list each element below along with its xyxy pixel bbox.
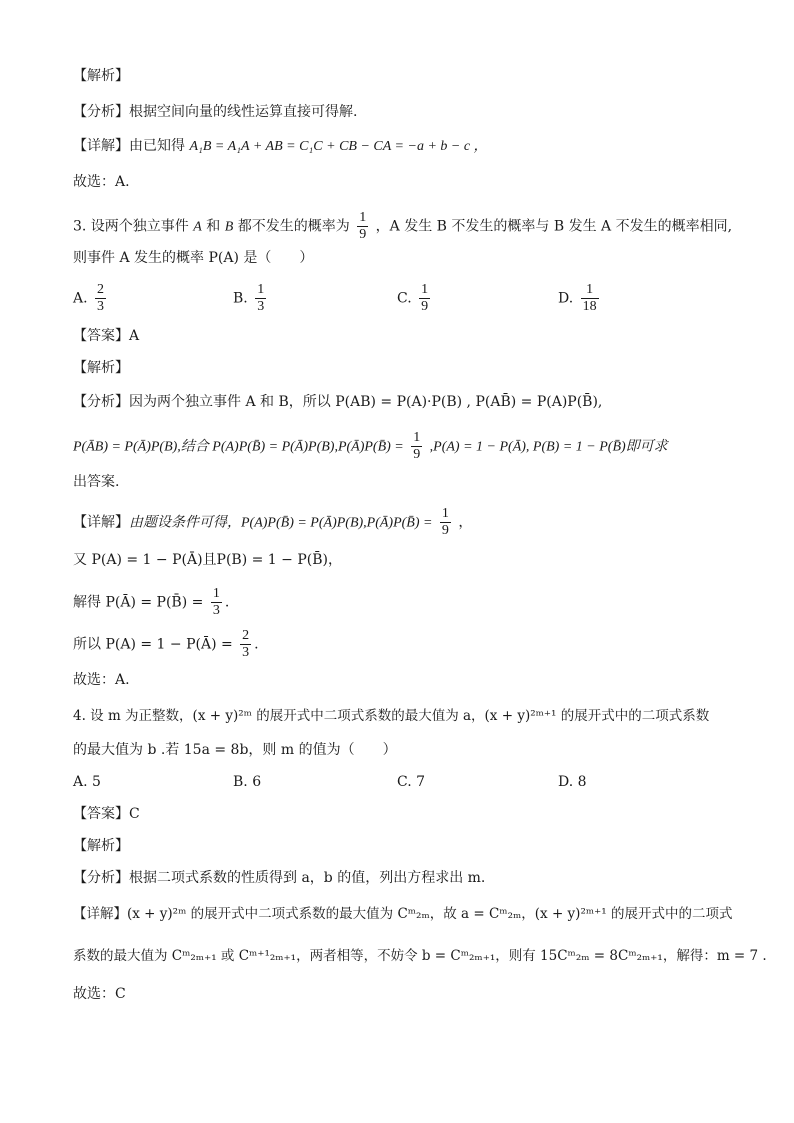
var-a: A [193,219,202,235]
xiangjie-formula: 所以 P(A) = 1 − P(Ā) = [73,636,233,653]
frac-den: 3 [242,645,250,660]
q3-xiangjie-line4: 所以 P(A) = 1 − P(Ā) = $\frac{2}{3}$ . [73,628,259,660]
q4-stem-line1: 4. 设 m 为正整数，(x + y)²ᵐ 的展开式中二项式系数的最大值为 a，(x + y)²ᵐ⁺¹ 的展开式中的二项式系数 [73,708,710,724]
q3-stem-part: 和 [206,218,221,235]
q3-stem-line1 [73,210,732,243]
q3-option-b [233,282,269,315]
fenxi-formula: P(ĀB) = P(Ā)P(B),结合 P(A)P(B̄) = P(Ā)P(B),P(Ā)P(B̄) = [73,439,404,455]
xiangjie-tag: 【详解】 [73,138,129,154]
q3-xiangjie-line1 [73,506,472,539]
frac-num: 1 [441,506,449,521]
q3-jiexi: 【解析】 [73,360,129,376]
option-fraction [419,282,430,315]
q3-option-c [397,282,433,315]
frac-num: 1 [581,282,599,299]
q4-option-b: B. 6 [233,774,262,790]
q3-answer: 【答案】A [73,328,140,344]
q3-guxuan: 故选：A. [73,672,130,688]
frac-den: 9 [421,299,429,314]
fraction-one-ninth [440,506,451,539]
frac-den: 9 [441,523,449,538]
q3-xiangjie-line2: 又 P(A) = 1 − P(Ā)且P(B) = 1 − P(B̄)， [73,552,342,568]
xiangjie-tag: 【详解】 [73,906,127,922]
q3-option-d [558,282,602,315]
q4-jiexi: 【解析】 [73,838,129,854]
frac-den: 3 [97,299,105,314]
xiangjie-line [73,136,488,157]
q3-fenxi-line2 [73,430,668,463]
q4-answer: 【答案】C [73,806,140,822]
fraction-two-thirds [240,628,251,661]
q4-stem-line2: 的最大值为 b .若 15a = 8b，则 m 的值为（ ） [73,742,397,758]
frac-den: 9 [359,227,367,242]
q4-option-c: C. 7 [397,774,426,790]
frac-num: 2 [242,628,250,643]
fenxi-text: 因为两个独立事件 A 和 B，所以 P(AB) = P(A)·P(B) , P(AB̄) = P(A)P(B̄), [129,394,603,410]
q3-stem-part: 3. 设两个独立事件 [73,218,189,235]
option-fraction [581,282,599,315]
fenxi-text: 根据二项式系数的性质得到 a，b 的值，列出方程求出 m. [129,870,486,886]
q3-stem-part: ，A 发生 B 不发生的概率与 B 发生 A 不发生的概率相同, [375,218,733,235]
option-fraction [255,282,266,315]
option-label: C. [397,290,412,307]
fraction-one-ninth [357,210,368,243]
q3-stem-line2: 则事件 A 发生的概率 P(A) 是（ ） [73,250,314,266]
q4-option-d: D. 8 [558,774,587,790]
xiangjie-formula: 由题设条件可得，P(A)P(B̄) = P(Ā)P(B),P(Ā)P(B̄) = [129,515,433,531]
fraction-one-third [211,586,222,619]
fenxi-formula: ,P(A) = 1 − P(Ā), P(B) = 1 − P(B̄)即可求 [429,439,668,455]
vector-formula: A₁B = A₁A + AB = C₁C + CB − CA = −a + b − c ， [189,139,488,154]
q4-xiangjie-line2: 系数的最大值为 Cᵐ₂ₘ₊₁ 或 Cᵐ⁺¹₂ₘ₊₁，两者相等，不妨令 b = Cᵐ₂ₘ₊₁，则有 15Cᵐ₂ₘ = 8Cᵐ₂ₘ₊₁，解得：m = 7 . [73,948,767,964]
frac-den: 18 [582,299,597,314]
fenxi-line [73,102,357,122]
q4-guxuan: 故选：C [73,986,126,1002]
q3-xiangjie-line3: 解得 P(Ā) = P(B̄) = $\frac{1}{3}$ . [73,586,230,618]
frac-num: 2 [97,282,105,297]
xiangjie-formula: (x + y)²ᵐ 的展开式中二项式系数的最大值为 Cᵐ₂ₘ，故 a = Cᵐ₂ₘ，(x + y)²ᵐ⁺¹ 的展开式中的二项式 [127,906,733,922]
frac-num: 1 [212,586,220,601]
xiangjie-formula: 解得 P(Ā) = P(B̄) = [73,594,204,611]
q4-xiangjie-line1 [73,904,732,924]
q3-option-a [73,282,109,315]
fraction-one-ninth [411,430,422,463]
punctuation: ， [458,514,473,531]
var-b: B [224,219,234,235]
jiexi-heading: 【解析】 [73,68,129,84]
q3-fenxi-line3: 出答案. [73,474,120,490]
q4-option-a: A. 5 [73,774,101,790]
q3-fenxi-line1 [73,392,602,412]
fenxi-text: 根据空间向量的线性运算直接可得解. [129,104,358,120]
frac-num: 1 [421,282,429,297]
fenxi-tag: 【分析】 [73,394,129,410]
xiangjie-tag: 【详解】 [73,514,129,531]
frac-num: 1 [359,210,367,225]
fenxi-tag: 【分析】 [73,104,129,120]
fenxi-tag: 【分析】 [73,870,129,886]
option-label: D. [558,290,574,307]
option-label: A. [73,290,88,307]
q3-stem-part: 都不发生的概率为 [237,218,350,235]
frac-den: 3 [212,603,220,618]
frac-den: 9 [413,447,421,462]
q4-fenxi [73,868,485,888]
option-label: B. [233,290,248,307]
frac-num: 1 [257,282,265,297]
guxuan-1: 故选：A. [73,174,130,190]
xiangjie-pre: 由已知得 [129,138,185,154]
option-fraction [95,282,106,315]
frac-num: 1 [413,430,421,445]
frac-den: 3 [257,299,265,314]
